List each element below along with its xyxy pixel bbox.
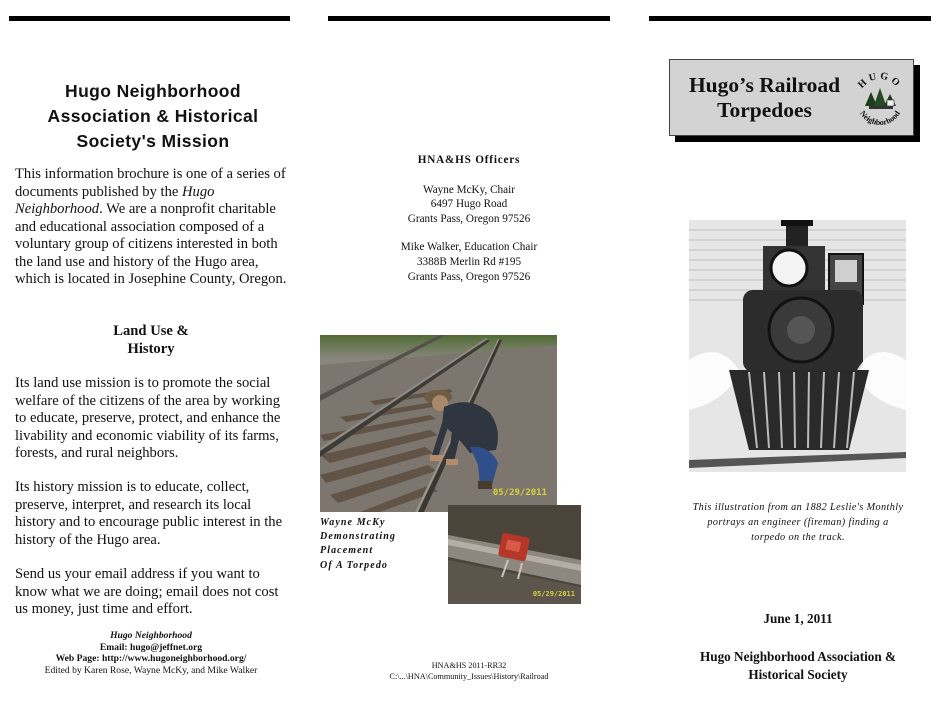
organization-name: [668, 648, 928, 684]
photo-date-stamp: 05/29/2011: [492, 488, 547, 498]
land-use-paragraph: Its land use mission is to promote the social welfare of the citizens of the area by working to educate, preserve, protect, and enhance the livability and economic viability of its farms, forests, and rural neighbors.: [15, 375, 281, 461]
locomotive-engraving: [689, 220, 906, 472]
history-paragraph: Its history mission is to educate, collect, preserve, interpret, and research its local history and to encourage public interest in the history of the Hugo area.: [15, 479, 283, 548]
closeup-date-stamp: 05/29/2011: [532, 590, 575, 598]
officer-2-name: Mike Walker, Education Chair: [400, 241, 538, 254]
publication-date: June 1, 2011: [763, 611, 833, 626]
officer-2-city: Grants Pass, Oregon 97526: [407, 270, 531, 283]
mission-title-line: Hugo Neighborhood: [65, 81, 241, 101]
brochure-title-line: Torpedoes: [717, 98, 812, 122]
logo-top-text: HUGO: [856, 70, 904, 91]
intro-text-end: . We are a nonprofit charitable and educational association composed of a voluntary group of citizens interested in both the land use and history of the Hugo area, which is located in Josephine County, Oregon.: [15, 201, 287, 287]
document-id: HNA&HS 2011-RR32: [431, 661, 507, 670]
track-photo: [320, 335, 557, 512]
illustration-caption: [668, 500, 928, 545]
mission-title-line: Society's Mission: [76, 131, 230, 151]
mission-title: [22, 79, 284, 154]
track-photo-drawing: [320, 335, 557, 512]
illustration-caption-line: torpedo on the track.: [751, 532, 845, 543]
hugo-logo-icon: [851, 70, 909, 128]
caption-line: Demonstrating: [320, 531, 396, 543]
officer-1-street: 6497 Hugo Road: [430, 198, 508, 211]
document-footer: [330, 660, 608, 682]
middle-top-rule: [328, 16, 610, 21]
officers-heading: HNA&HS Officers: [417, 154, 521, 166]
brochure-title: [682, 73, 847, 123]
land-use-heading-line: Land Use &: [113, 323, 189, 339]
footer-email[interactable]: Email: hugo@jeffnet.org: [99, 641, 203, 653]
left-top-rule: [9, 16, 290, 21]
caption-line: Wayne McKy: [320, 517, 386, 528]
illustration-caption-line: portrays an engineer (fireman) finding a: [707, 517, 889, 528]
organization-name-line: Historical Society: [748, 667, 848, 682]
officer-1-name: Wayne McKy, Chair: [423, 183, 515, 196]
intro-text-start: This information brochure is one of a series of documents published by the: [15, 166, 286, 200]
right-top-rule: [649, 16, 931, 21]
intro-paragraph: [15, 166, 287, 289]
illustration-caption-line: This illustration from an 1882 Leslie's Monthly: [692, 502, 904, 513]
officers-block: [330, 153, 608, 284]
footer-org-name: Hugo Neighborhood: [110, 630, 192, 641]
email-note-paragraph: Send us your email address if you want to know what we are doing; email does not cost us money, just time and effort.: [15, 566, 279, 617]
document-path: C:\...\HNA\Community_Issues\History\Railroad: [389, 672, 549, 681]
officer-2-street: 3388B Merlin Rd #195: [416, 255, 522, 268]
contact-footer: [15, 630, 287, 676]
caption-line: Placement: [320, 545, 374, 557]
torpedo-closeup-photo: [448, 505, 581, 604]
intro-italic-name: Hugo Neighborhood: [15, 183, 215, 217]
logo-bottom-text: Neighborhood: [858, 109, 902, 128]
footer-editors: Edited by Karen Rose, Wayne McKy, and Mike Walker: [44, 664, 258, 676]
organization-name-line: Hugo Neighborhood Association &: [699, 649, 896, 664]
caption-line: Of A Torpedo: [320, 559, 389, 571]
photo-caption: [320, 516, 440, 573]
brochure-title-box: [669, 59, 914, 136]
officer-1-city: Grants Pass, Oregon 97526: [407, 212, 531, 225]
footer-web-page[interactable]: Web Page: http://www.hugoneighborhood.org/: [55, 653, 247, 664]
mission-title-line: Association & Historical: [47, 106, 259, 126]
land-use-heading-line: History: [127, 341, 175, 357]
land-use-heading: [15, 322, 287, 358]
brochure-title-line: Hugo’s Railroad: [688, 73, 841, 97]
